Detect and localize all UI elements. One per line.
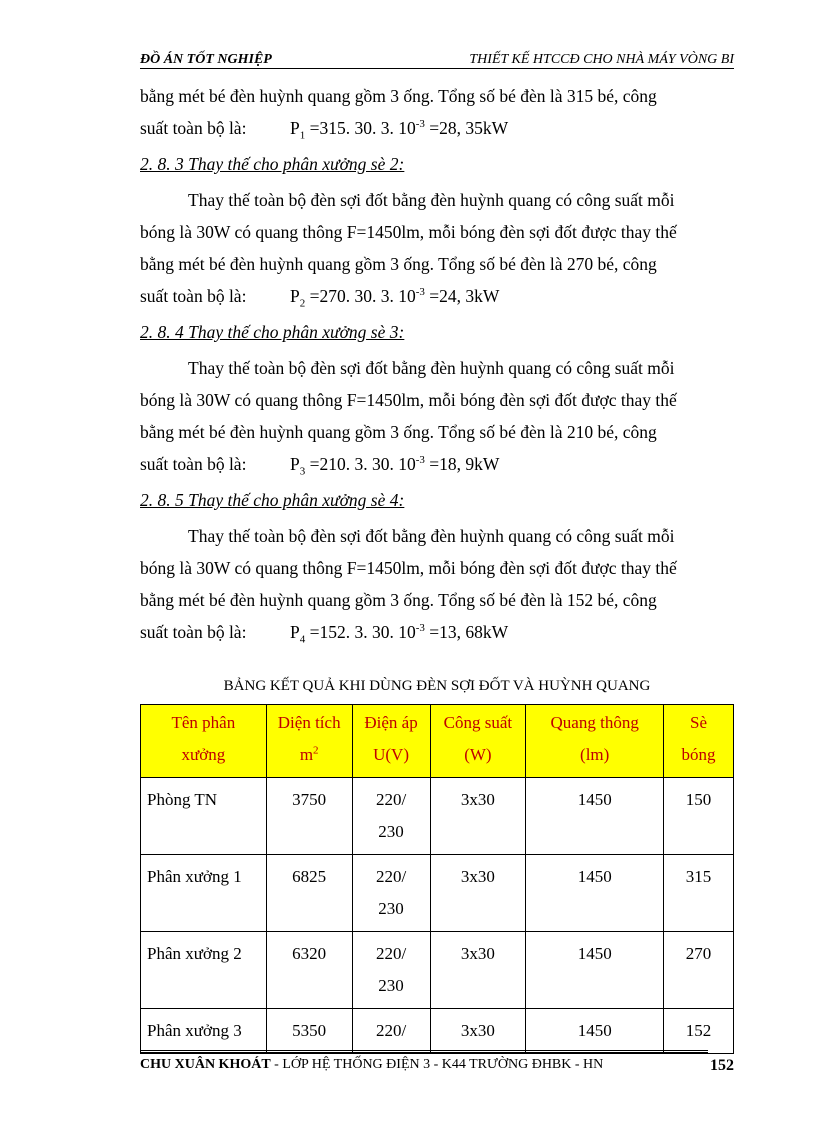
- paragraph-line: bóng là 30W có quang thông F=1450lm, mỗi bóng đèn sợi đốt được thay thế: [140, 222, 677, 242]
- header-cell: Công suất (W): [430, 705, 526, 778]
- cell-flux: 1450: [526, 1009, 664, 1054]
- formula-label: suất toàn bộ là:: [140, 118, 247, 138]
- paragraph-line: Thay thế toàn bộ đèn sợi đốt bằng đèn huỳnh quang có công suất mỗi: [188, 526, 675, 546]
- formula-line: [140, 280, 734, 312]
- cell-name: Phân xưởng 3: [141, 1009, 267, 1054]
- page-header: [140, 46, 734, 69]
- header-cell: Sè bóng: [664, 705, 734, 778]
- table-row: [141, 778, 734, 855]
- cell-name: Phân xưởng 1: [141, 855, 267, 932]
- cell-power: 3x30: [430, 1009, 526, 1054]
- footer-rule: [140, 1050, 708, 1053]
- header-cell: Diện tích $m^2$: [266, 705, 352, 778]
- header-left: ĐỒ ÁN TỐT NGHIỆP: [140, 52, 272, 67]
- section-title: 2. 8. 4 Thay thế cho phân xưởng sè 3:: [140, 322, 405, 342]
- footer-line: [140, 1057, 734, 1075]
- paragraph-line: Thay thế toàn bộ đèn sợi đốt bằng đèn huỳnh quang có công suất mỗi: [188, 190, 675, 210]
- cell-voltage: 220/ 230: [352, 778, 430, 855]
- paragraph-line: bóng là 30W có quang thông F=1450lm, mỗi bóng đèn sợi đốt được thay thế: [140, 390, 677, 410]
- page-number: 152: [710, 1057, 734, 1074]
- formula-line: [140, 448, 734, 480]
- paragraph-line: bóng là 30W có quang thông F=1450lm, mỗi bóng đèn sợi đốt được thay thế: [140, 558, 677, 578]
- cell-name: Phân xưởng 2: [141, 932, 267, 1009]
- cell-flux: 1450: [526, 932, 664, 1009]
- formula-label: suất toàn bộ là:: [140, 622, 247, 642]
- formula-line: [140, 112, 734, 144]
- cell-name: Phòng TN: [141, 778, 267, 855]
- cell-area: 6825: [266, 855, 352, 932]
- header-right: THIẾT KẾ HTCCĐ CHO NHÀ MÁY VÒNG BI: [469, 52, 734, 67]
- table-row: [141, 1009, 734, 1054]
- header-cell: Quang thông (lm): [526, 705, 664, 778]
- formula-label: suất toàn bộ là:: [140, 286, 247, 306]
- body-content: [140, 80, 734, 648]
- cell-voltage: 220/ 230: [352, 932, 430, 1009]
- cell-flux: 1450: [526, 855, 664, 932]
- page-footer: [140, 1050, 734, 1075]
- cell-count: 150: [664, 778, 734, 855]
- formula: $P_3 =210$. 3. 30. $10^{-3} =18$, 9kW: [290, 454, 500, 478]
- section-2-8-5: [140, 484, 734, 648]
- section-title: 2. 8. 5 Thay thế cho phân xưởng sè 4:: [140, 490, 405, 510]
- section-2-8-3: [140, 148, 734, 312]
- cell-voltage: 220/: [352, 1009, 430, 1054]
- cell-power: 3x30: [430, 932, 526, 1009]
- paragraph-line: bằng mét bé đèn huỳnh quang gồm 3 ống. Tổng số bé đèn là 315 bé, công: [140, 86, 657, 106]
- section-2-8-4: [140, 316, 734, 480]
- formula: $P_1 =315$. 30. 3. $10^{-3} =28$, 35kW: [290, 118, 509, 142]
- cell-count: 315: [664, 855, 734, 932]
- cell-area: 5350: [266, 1009, 352, 1054]
- cell-area: 6320: [266, 932, 352, 1009]
- paragraph-line: bằng mét bé đèn huỳnh quang gồm 3 ống. Tổng số bé đèn là 210 bé, công: [140, 422, 657, 442]
- table-title: BẢNG KẾT QUẢ KHI DÙNG ĐÈN SỢI ĐỐT VÀ HUỲNH QUANG: [223, 678, 651, 694]
- header-cell: Tên phân xưởng: [141, 705, 267, 778]
- table-row: [141, 855, 734, 932]
- formula-label: suất toàn bộ là:: [140, 454, 247, 474]
- cell-power: 3x30: [430, 778, 526, 855]
- cell-area: 3750: [266, 778, 352, 855]
- formula: $P_4 =152$. 3. 30. $10^{-3} =13$, 68kW: [290, 622, 509, 646]
- cell-count: 152: [664, 1009, 734, 1054]
- cell-count: 270: [664, 932, 734, 1009]
- table-row: [141, 932, 734, 1009]
- table-header-row: [141, 705, 734, 778]
- cell-power: 3x30: [430, 855, 526, 932]
- cell-voltage: 220/ 230: [352, 855, 430, 932]
- formula-line: [140, 616, 734, 648]
- paragraph-line: bằng mét bé đèn huỳnh quang gồm 3 ống. Tổng số bé đèn là 270 bé, công: [140, 254, 657, 274]
- paragraph-line: bằng mét bé đèn huỳnh quang gồm 3 ống. Tổng số bé đèn là 152 bé, công: [140, 590, 657, 610]
- cell-flux: 1450: [526, 778, 664, 855]
- section-title: 2. 8. 3 Thay thế cho phân xưởng sè 2:: [140, 154, 405, 174]
- header-cell: Điện áp U(V): [352, 705, 430, 778]
- results-table: [140, 704, 734, 1054]
- footer-author: CHU XUÂN KHOÁT - LỚP HỆ THỐNG ĐIỆN 3 - K44 TRƯỜNG ĐHBK - HN: [140, 1057, 604, 1072]
- paragraph-line: Thay thế toàn bộ đèn sợi đốt bằng đèn huỳnh quang có công suất mỗi: [188, 358, 675, 378]
- formula: $P_2 =270$. 30. 3. $10^{-3} =24$, 3kW: [290, 286, 500, 310]
